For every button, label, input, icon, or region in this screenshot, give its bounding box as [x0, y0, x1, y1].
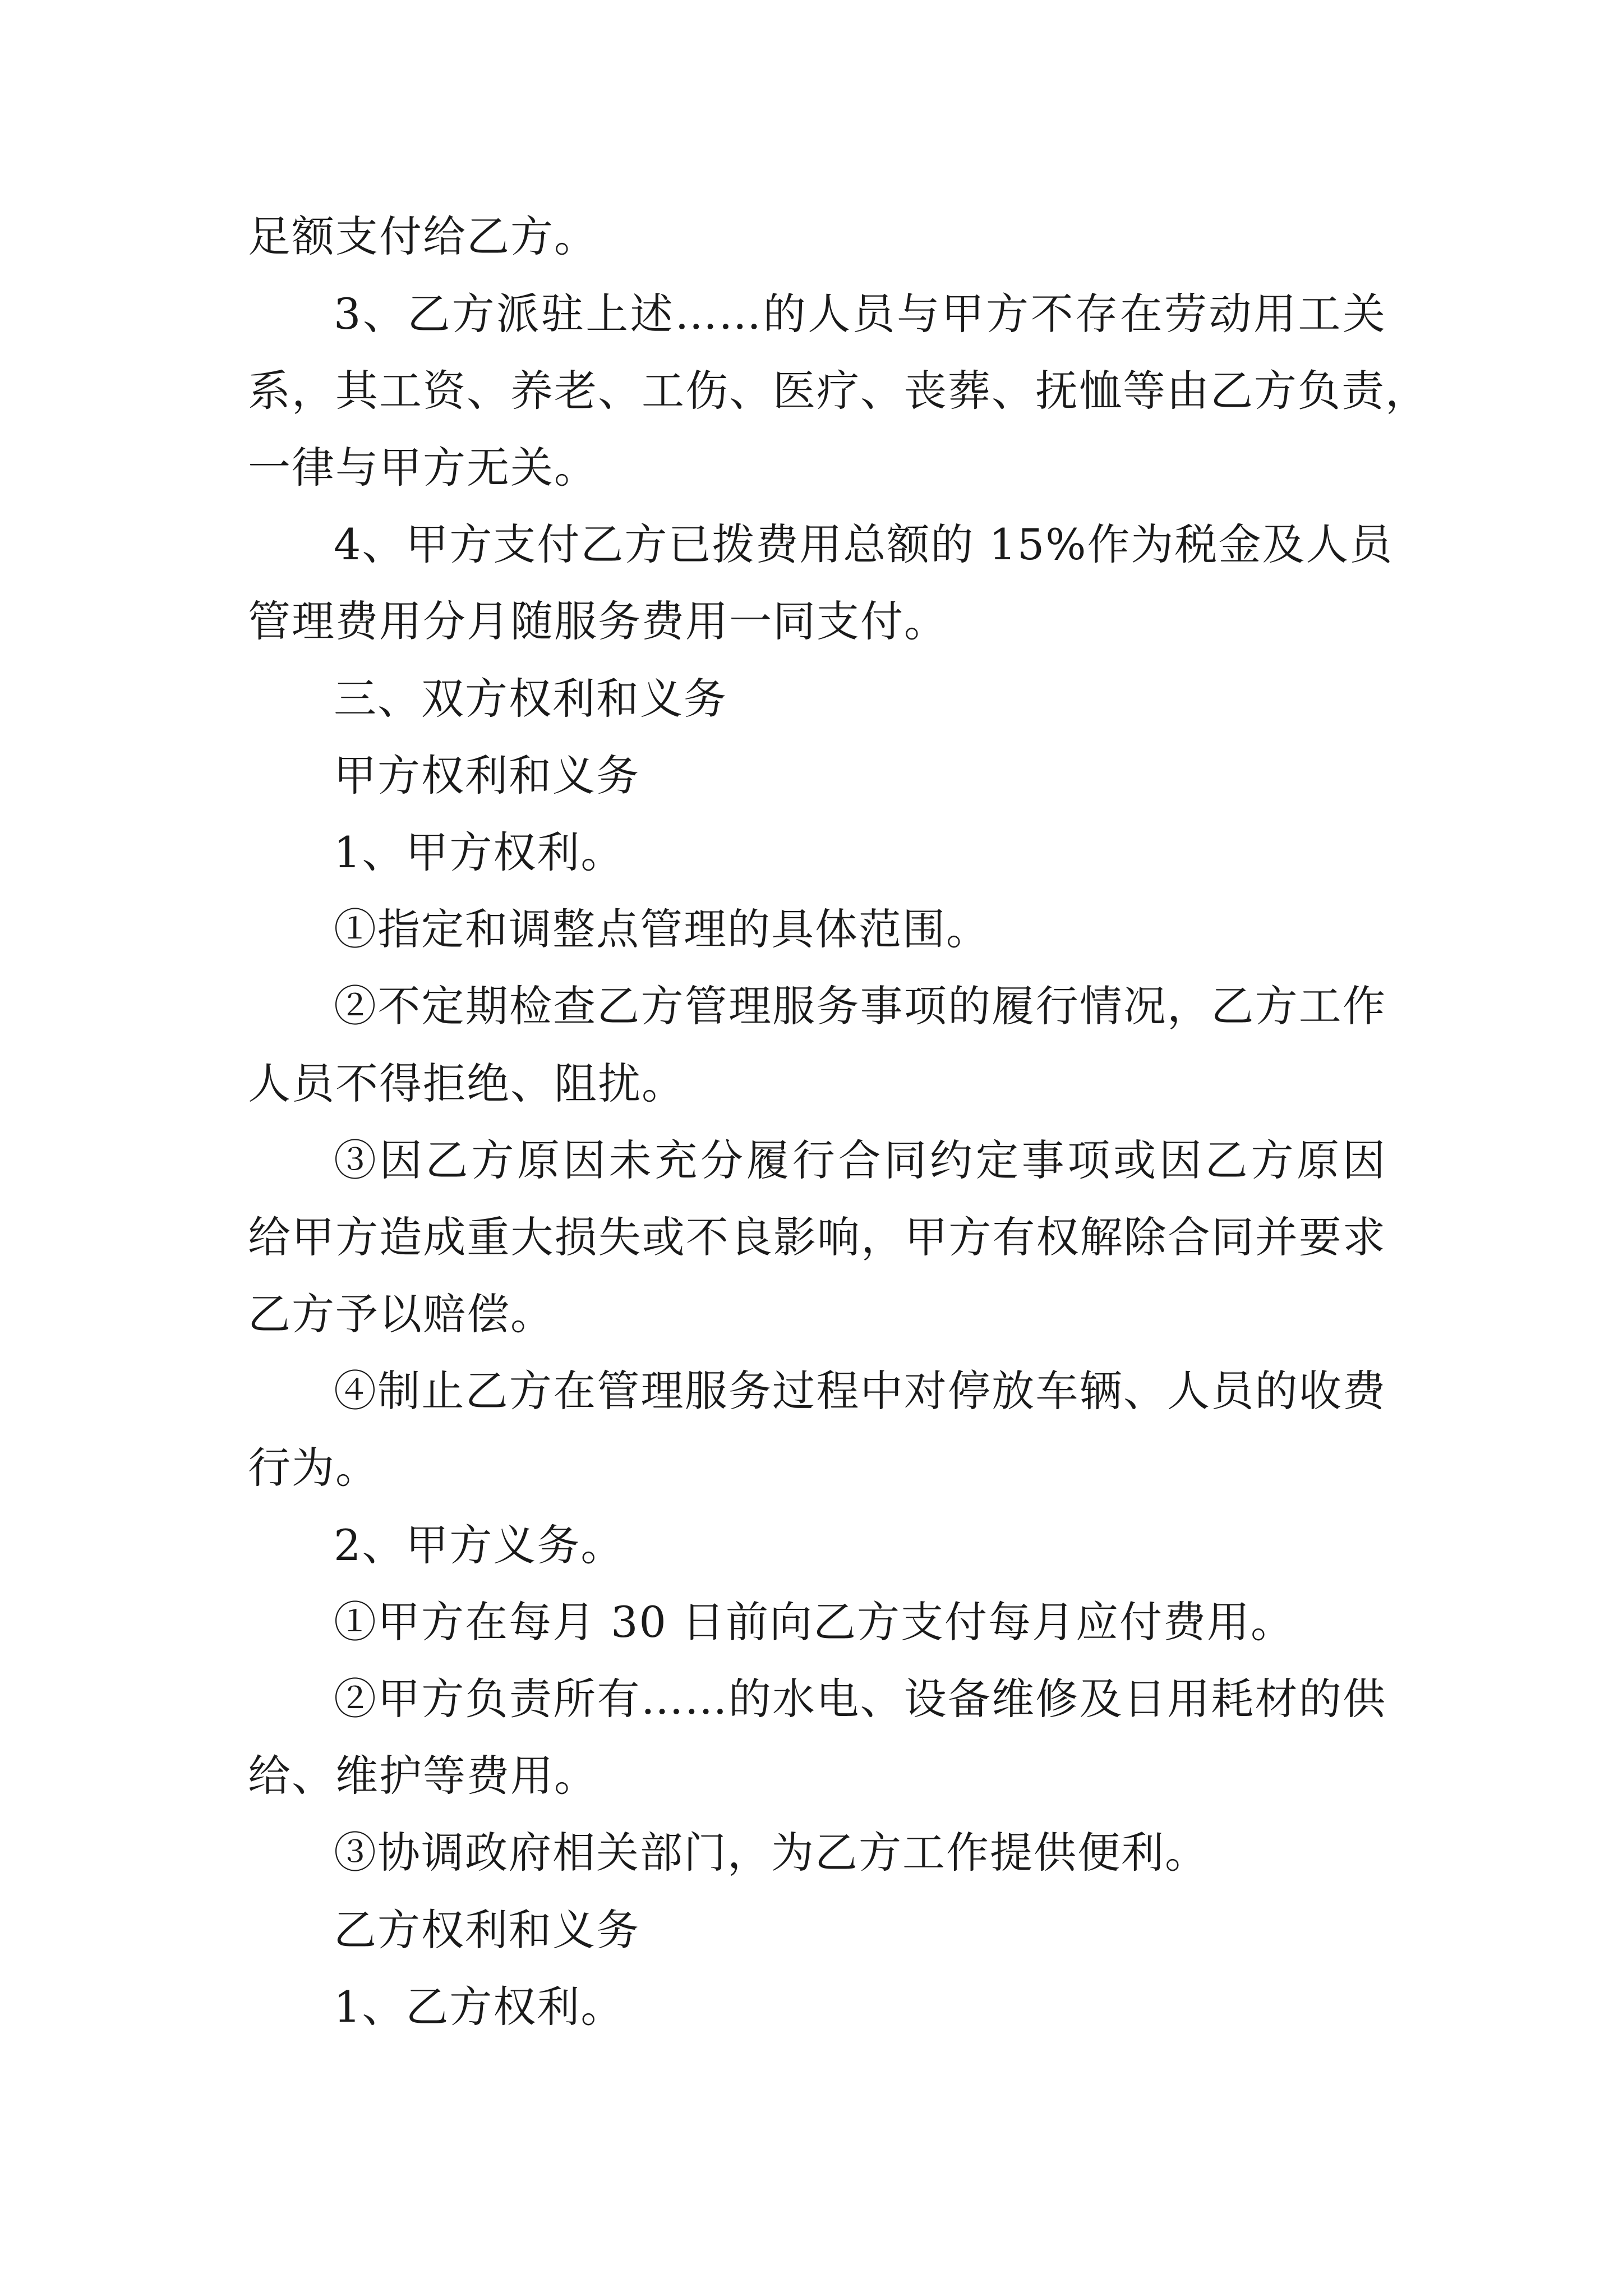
text-line-party-a-right-1: ①指定和调整点管理的具体范围。 [334, 904, 990, 954]
text-line-party-a-right-3-start: ③因乙方原因未充分履行合同约定事项或因乙方原因 [334, 1135, 1386, 1185]
text-line-continuation: 足额支付给乙方。 [248, 211, 598, 261]
subheading-party-a: 甲方权利和义务 [334, 751, 640, 800]
text-line-clause-4-end: 管理费用分月随服务费用一同支付。 [248, 596, 948, 646]
text-line-party-a-right-3-end: 乙方予以赔偿。 [248, 1289, 554, 1339]
item-party-a-rights: 1、甲方权利。 [334, 827, 625, 877]
text-line-clause-3-start: 3、乙方派驻上述……的人员与甲方不存在劳动用工关 [334, 289, 1386, 339]
text-line-party-a-right-2-end: 人员不得拒绝、阻扰。 [248, 1059, 685, 1108]
text-line-party-a-right-3-middle: 给甲方造成重大损失或不良影响，甲方有权解除合同并要求 [248, 1212, 1386, 1262]
section-heading-rights-obligations: 三、双方权利和义务 [334, 674, 727, 724]
text-line-party-a-right-4-end: 行为。 [248, 1443, 379, 1493]
text-line-party-a-obligation-3: ③协调政府相关部门，为乙方工作提供便利。 [334, 1828, 1209, 1878]
text-line-party-a-right-4-start: ④制止乙方在管理服务过程中对停放车辆、人员的收费 [334, 1366, 1386, 1416]
text-line-clause-3-middle: 系，其工资、养老、工伤、医疗、丧葬、抚恤等由乙方负责， [248, 366, 1429, 416]
text-line-clause-3-end: 一律与甲方无关。 [248, 443, 598, 493]
item-party-a-obligations: 2、甲方义务。 [334, 1520, 625, 1570]
item-party-b-rights: 1、乙方权利。 [334, 1982, 625, 2032]
text-line-party-a-obligation-1: ①甲方在每月 30 日前向乙方支付每月应付费用。 [334, 1597, 1295, 1647]
subheading-party-b: 乙方权利和义务 [334, 1905, 640, 1955]
text-line-party-a-obligation-2-end: 给、维护等费用。 [248, 1751, 598, 1801]
text-line-clause-4-start: 4、甲方支付乙方已拨费用总额的 15%作为税金及人员 [334, 519, 1394, 569]
text-line-party-a-obligation-2-start: ②甲方负责所有……的水电、设备维修及日用耗材的供 [334, 1674, 1386, 1724]
text-line-party-a-right-2-start: ②不定期检查乙方管理服务事项的履行情况，乙方工作 [334, 981, 1386, 1031]
